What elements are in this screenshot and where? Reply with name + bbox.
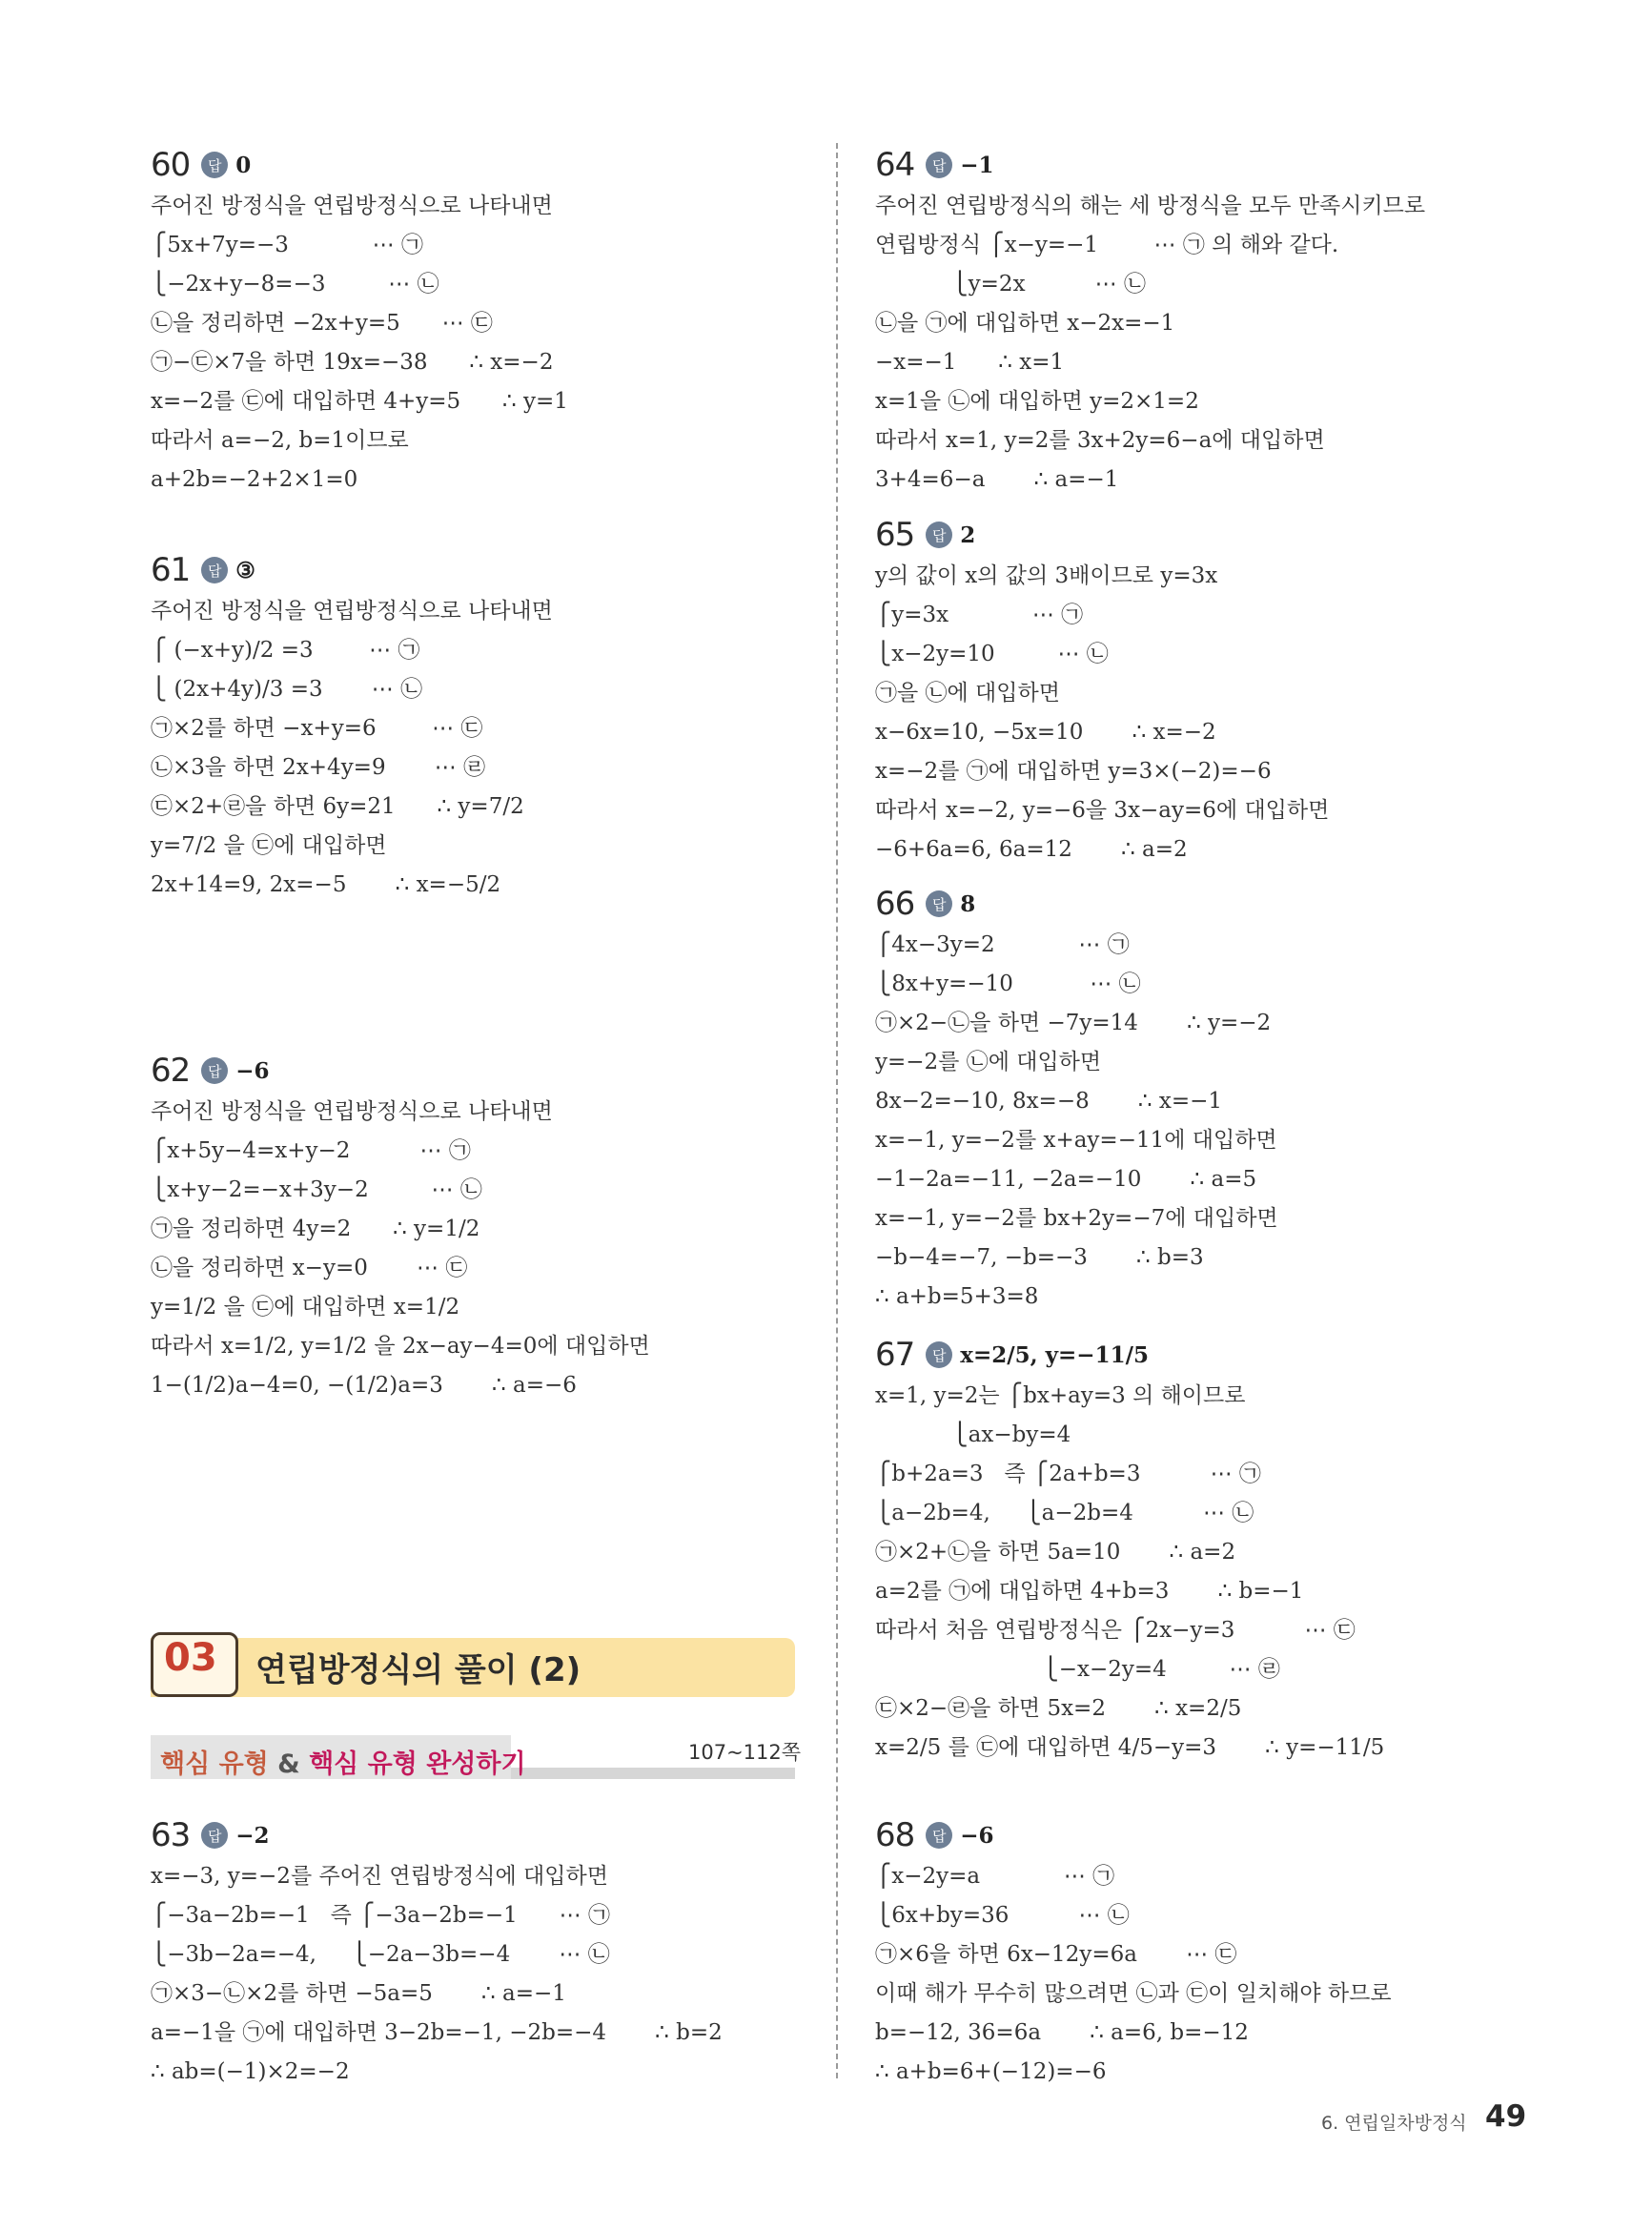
solution-line: 1−(1/2)a−4=0, −(1/2)a=3 ∴ a=−6 xyxy=(151,1373,577,1398)
solution-line: 따라서 x=−2, y=−6을 3x−ay=6에 대입하면 xyxy=(875,798,1330,823)
problem-66 xyxy=(875,882,1542,1317)
solution-line: ⎩8x+y=−10 ⋯ ㉡ xyxy=(875,972,1141,996)
solution-line: ㉠×6을 하면 6x−12y=6a ⋯ ㉢ xyxy=(875,1942,1237,1967)
solution-line: ⎧x−2y=a ⋯ ㉠ xyxy=(875,1864,1115,1889)
problem-header xyxy=(151,548,808,592)
solution-line: a=2를 ㉠에 대입하면 4+b=3 ∴ b=−1 xyxy=(875,1579,1304,1604)
answer-value: −1 xyxy=(960,152,994,178)
problem-number: 60 xyxy=(151,146,191,184)
problem-number: 68 xyxy=(875,1816,915,1854)
solution-line: ⎧b+2a=3 즉 ⎧2a+b=3 ⋯ ㉠ xyxy=(875,1462,1261,1486)
page-number: 49 xyxy=(1485,2099,1527,2134)
problem-64 xyxy=(875,143,1542,500)
answer-badge: 답 xyxy=(926,890,952,917)
solution-line: x=2/5 를 ㉢에 대입하면 4/5−y=3 ∴ y=−11/5 xyxy=(875,1735,1385,1760)
subheader-part2: 핵심 유형 완성하기 xyxy=(309,1749,526,1779)
solution-line: ㉡을 정리하면 x−y=0 ⋯ ㉢ xyxy=(151,1256,468,1280)
solution-line: −b−4=−7, −b=−3 ∴ b=3 xyxy=(875,1245,1204,1270)
problem-65 xyxy=(875,513,1542,869)
solution-line: x=1, y=2는 ⎧bx+ay=3 의 해이므로 xyxy=(875,1383,1246,1408)
solution-line: y=7/2 을 ㉢에 대입하면 xyxy=(151,833,387,858)
problem-number: 66 xyxy=(875,885,915,923)
solution-line: ㉢×2+㉣을 하면 6y=21 ∴ y=7/2 xyxy=(151,794,524,819)
solution-line: ⎩−3b−2a=−4, ⎩−2a−3b=−4 ⋯ ㉡ xyxy=(151,1942,610,1967)
answer-value: 2 xyxy=(960,522,976,548)
solution-line: ㉠−㉢×7을 하면 19x=−38 ∴ x=−2 xyxy=(151,350,554,375)
solution-line: 따라서 처음 연립방정식은 ⎧2x−y=3 ⋯ ㉢ xyxy=(875,1618,1356,1643)
solution-line: ㉡을 정리하면 −2x+y=5 ⋯ ㉢ xyxy=(151,311,493,336)
answer-value: x=2/5, y=−11/5 xyxy=(960,1341,1149,1368)
solution-line: −1−2a=−11, −2a=−10 ∴ a=5 xyxy=(875,1167,1257,1192)
solution-line: ㉠을 ㉡에 대입하면 xyxy=(875,681,1060,706)
solution-line: 8x−2=−10, 8x=−8 ∴ x=−1 xyxy=(875,1089,1222,1114)
solution-line: ⎧ (−x+y)/2 =3 ⋯ ㉠ xyxy=(151,638,420,663)
solution-line: y=1/2 을 ㉢에 대입하면 x=1/2 xyxy=(151,1295,460,1320)
solution-line: y의 값이 x의 값의 3배이므로 y=3x xyxy=(875,563,1218,588)
answer-badge: 답 xyxy=(926,522,952,548)
answer-value: 0 xyxy=(235,152,252,178)
solution-line: 연립방정식 ⎧x−y=−1 ⋯ ㉠ 의 해와 같다. xyxy=(875,233,1339,257)
solution-line: −6+6a=6, 6a=12 ∴ a=2 xyxy=(875,837,1188,862)
solution-line: 2x+14=9, 2x=−5 ∴ x=−5/2 xyxy=(151,872,501,897)
problem-60 xyxy=(151,143,808,500)
column-divider xyxy=(836,143,838,2078)
solution-line: 주어진 방정식을 연립방정식으로 나타내면 xyxy=(151,599,553,624)
solution-line: ⎩−x−2y=4 ⋯ ㉣ xyxy=(875,1657,1280,1682)
solution-line: 3+4=6−a ∴ a=−1 xyxy=(875,467,1119,492)
solution-line: ⎧4x−3y=2 ⋯ ㉠ xyxy=(875,932,1130,957)
problem-number: 62 xyxy=(151,1052,191,1090)
solution-line: ⎧y=3x ⋯ ㉠ xyxy=(875,603,1084,627)
solution-line: ⎧5x+7y=−3 ⋯ ㉠ xyxy=(151,233,423,257)
solution-line: ⎧x+5y−4=x+y−2 ⋯ ㉠ xyxy=(151,1138,471,1163)
solution-line: x=−2를 ㉠에 대입하면 y=3×(−2)=−6 xyxy=(875,759,1272,784)
answer-value: ③ xyxy=(235,557,255,583)
solution-line: x=−1, y=−2를 x+ay=−11에 대입하면 xyxy=(875,1128,1277,1153)
answer-badge: 답 xyxy=(926,1822,952,1849)
answer-badge: 답 xyxy=(926,152,952,178)
problem-header xyxy=(875,1333,1542,1377)
solution-line: x=−1, y=−2를 bx+2y=−7에 대입하면 xyxy=(875,1206,1278,1231)
solution-line: ㉠을 정리하면 4y=2 ∴ y=1/2 xyxy=(151,1217,480,1241)
solution-line: ⎩x+y−2=−x+3y−2 ⋯ ㉡ xyxy=(151,1177,482,1202)
solution-line: 따라서 x=1, y=2를 3x+2y=6−a에 대입하면 xyxy=(875,428,1325,453)
problem-61 xyxy=(151,548,808,905)
answer-badge: 답 xyxy=(201,152,228,178)
solution-line: 주어진 방정식을 연립방정식으로 나타내면 xyxy=(151,194,553,218)
problem-header xyxy=(151,1049,808,1093)
solution-line: ㉠×2−㉡을 하면 −7y=14 ∴ y=−2 xyxy=(875,1011,1272,1035)
subheader-text xyxy=(160,1743,526,1780)
solution-line: a=−1을 ㉠에 대입하면 3−2b=−1, −2b=−4 ∴ b=2 xyxy=(151,2020,723,2045)
solution-line: ⎧−3a−2b=−1 즉 ⎧−3a−2b=−1 ⋯ ㉠ xyxy=(151,1903,610,1928)
solution-line: 주어진 방정식을 연립방정식으로 나타내면 xyxy=(151,1099,553,1124)
subheader-part1: 핵심 유형 xyxy=(160,1749,269,1779)
problem-number: 65 xyxy=(875,516,915,554)
solution-line: ㉠×2+㉡을 하면 5a=10 ∴ a=2 xyxy=(875,1540,1236,1565)
solution-line: ⎩ax−by=4 xyxy=(875,1422,1071,1447)
solution-line: 따라서 x=1/2, y=1/2 을 2x−ay−4=0에 대입하면 xyxy=(151,1334,650,1359)
solution-line: ㉠×3−㉡×2를 하면 −5a=5 ∴ a=−1 xyxy=(151,1981,566,2006)
solution-line: y=−2를 ㉡에 대입하면 xyxy=(875,1050,1102,1074)
solution-line: ㉡×3을 하면 2x+4y=9 ⋯ ㉣ xyxy=(151,755,486,780)
problem-header xyxy=(151,1813,808,1857)
problem-header xyxy=(875,1813,1542,1857)
solution-line: ∴ a+b=5+3=8 xyxy=(875,1284,1039,1309)
solution-line: −x=−1 ∴ x=1 xyxy=(875,350,1065,375)
solution-line: ∴ ab=(−1)×2=−2 xyxy=(151,2059,350,2084)
solution-line: x=−3, y=−2를 주어진 연립방정식에 대입하면 xyxy=(151,1864,608,1889)
solution-line: 따라서 a=−2, b=1이므로 xyxy=(151,428,409,453)
solution-line: ㉢×2−㉣을 하면 5x=2 ∴ x=2/5 xyxy=(875,1696,1242,1721)
problem-header xyxy=(875,882,1542,926)
answer-value: −6 xyxy=(235,1057,270,1084)
answer-value: 8 xyxy=(960,890,976,917)
solution-line: ㉡을 ㉠에 대입하면 x−2x=−1 xyxy=(875,311,1175,336)
solution-line: ⎩ (2x+4y)/3 =3 ⋯ ㉡ xyxy=(151,677,423,702)
problem-header xyxy=(151,143,808,187)
solution-line: ㉠×2를 하면 −x+y=6 ⋯ ㉢ xyxy=(151,716,483,741)
solution-line: a+2b=−2+2×1=0 xyxy=(151,467,358,492)
solution-line: ⎩y=2x ⋯ ㉡ xyxy=(875,272,1146,297)
answer-badge: 답 xyxy=(201,557,228,583)
answer-value: −6 xyxy=(960,1822,994,1849)
problem-68 xyxy=(875,1813,1542,2092)
solution-line: x−6x=10, −5x=10 ∴ x=−2 xyxy=(875,720,1216,745)
solution-line: 이때 해가 무수히 많으려면 ㉡과 ㉢이 일치해야 하므로 xyxy=(875,1981,1392,2006)
solution-line: ⎩x−2y=10 ⋯ ㉡ xyxy=(875,642,1109,666)
solution-line: b=−12, 36=6a ∴ a=6, b=−12 xyxy=(875,2020,1249,2045)
problem-number: 63 xyxy=(151,1816,191,1854)
solution-line: ⎩6x+by=36 ⋯ ㉡ xyxy=(875,1903,1130,1928)
section-number: 03 xyxy=(164,1636,217,1680)
section-title: 연립방정식의 풀이 (2) xyxy=(255,1651,581,1689)
problem-number: 67 xyxy=(875,1336,915,1374)
problem-header xyxy=(875,143,1542,187)
solution-line: ⎩−2x+y−8=−3 ⋯ ㉡ xyxy=(151,272,439,297)
answer-badge: 답 xyxy=(201,1057,228,1084)
problem-header xyxy=(875,513,1542,557)
solution-line: x=1을 ㉡에 대입하면 y=2×1=2 xyxy=(875,389,1199,414)
problem-number: 61 xyxy=(151,551,191,589)
problem-63 xyxy=(151,1813,808,2092)
solution-line: ⎩a−2b=4, ⎩a−2b=4 ⋯ ㉡ xyxy=(875,1501,1254,1525)
solution-line: x=−2를 ㉢에 대입하면 4+y=5 ∴ y=1 xyxy=(151,389,568,414)
answer-badge: 답 xyxy=(201,1822,228,1849)
footer-chapter: 6. 연립일차방정식 xyxy=(1321,2113,1467,2134)
problem-62 xyxy=(151,1049,808,1405)
solution-line: 주어진 연립방정식의 해는 세 방정식을 모두 만족시키므로 xyxy=(875,194,1426,218)
subheader-page-range: 107~112쪽 xyxy=(688,1741,802,1764)
problem-67 xyxy=(875,1333,1542,1768)
problem-number: 64 xyxy=(875,146,915,184)
subheader-amp: & xyxy=(268,1749,310,1779)
answer-badge: 답 xyxy=(926,1341,952,1368)
answer-value: −2 xyxy=(235,1822,270,1849)
solution-line: ∴ a+b=6+(−12)=−6 xyxy=(875,2059,1107,2084)
